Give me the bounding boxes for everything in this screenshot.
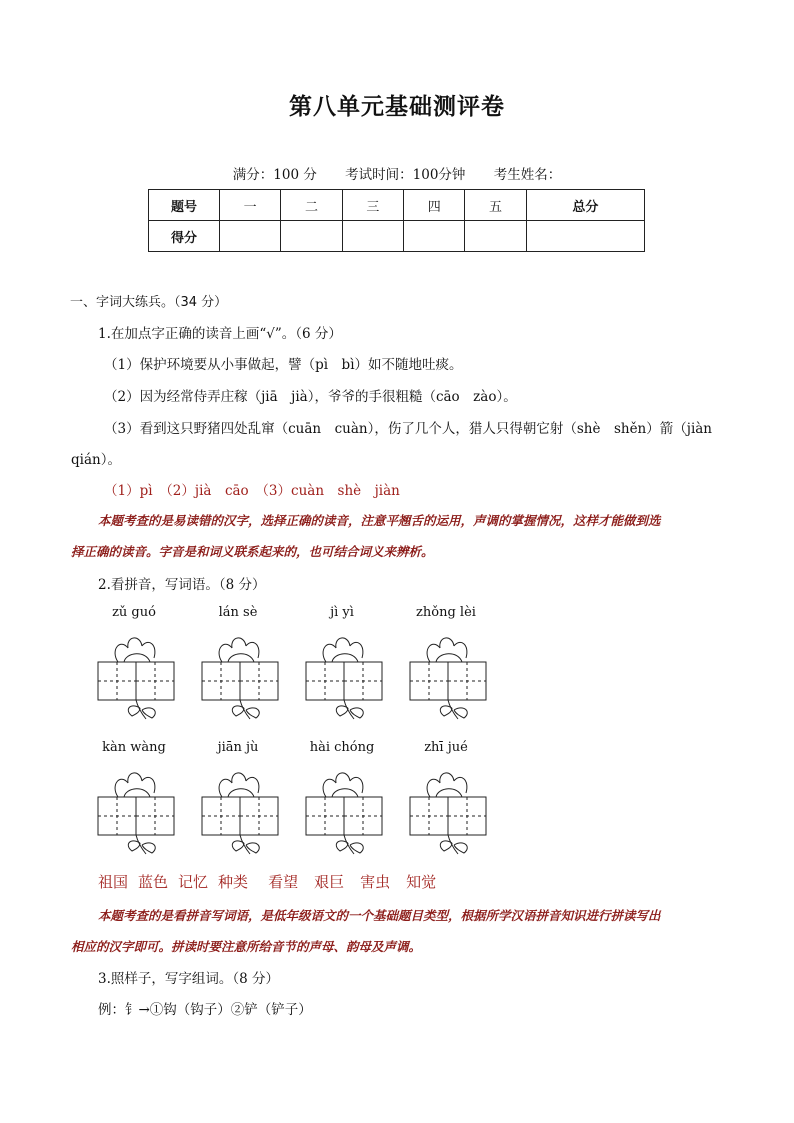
question-number-label: 题号 <box>149 190 220 221</box>
section-heading: 一、字词大练兵。（34 分） <box>70 295 228 310</box>
writing-box-flower[interactable] <box>304 630 384 720</box>
writing-box-flower[interactable] <box>200 765 280 855</box>
score-table-header-row <box>149 190 645 221</box>
pinyin-label: hài chóng <box>309 740 375 755</box>
answer-word: 蓝色 <box>138 873 169 891</box>
column-2: 二 <box>281 190 342 221</box>
answer-word: 害虫 <box>360 873 391 891</box>
question-2-prompt: 2.看拼音，写词语。（8 分） <box>98 577 266 593</box>
question-1-item-3-continued: qián）。 <box>71 452 121 468</box>
question-3-prompt: 3.照样子，写字组词。（8 分） <box>98 971 280 987</box>
writing-box-flower[interactable] <box>408 765 488 855</box>
exam-meta <box>0 163 794 183</box>
pinyin-label: lán sè <box>218 605 258 620</box>
writing-box-flower[interactable] <box>96 630 176 720</box>
score-cell[interactable] <box>404 221 465 252</box>
score-table-score-row <box>149 221 645 252</box>
question-2-answers <box>98 871 446 892</box>
column-1: 一 <box>220 190 281 221</box>
question-2-analysis-line-1: 本题考查的是看拼音写词语，是低年级语文的一个基础题目类型，根据所学汉语拼音知识进行拼读写出 <box>98 908 661 923</box>
question-1-analysis-line-2: 择正确的读音。字音是和词义联系起来的，也可结合词义来辨析。 <box>71 544 434 559</box>
score-cell[interactable] <box>281 221 342 252</box>
question-3-example: 例：钅→①钩（钩子）②铲（铲子） <box>98 1002 312 1018</box>
page-title: 第八单元基础测评卷 <box>289 94 505 120</box>
writing-box-flower[interactable] <box>200 630 280 720</box>
score-cell[interactable] <box>342 221 403 252</box>
writing-box-flower[interactable] <box>304 765 384 855</box>
answer-word: 祖国 <box>98 873 129 891</box>
column-4: 四 <box>404 190 465 221</box>
answer-word: 种类 <box>218 873 249 891</box>
score-label: 得分 <box>149 221 220 252</box>
question-1-item-3: （3）看到这只野猪四处乱窜（cuān cuàn），伤了几个人，猎人只得朝它射（shè shěn）箭（jiàn <box>104 421 712 437</box>
answer-word: 艰巨 <box>314 873 345 891</box>
answer-word: 看望 <box>268 873 299 891</box>
score-table <box>148 189 645 252</box>
writing-box-flower[interactable] <box>408 630 488 720</box>
question-1-item-2: （2）因为经常侍弄庄稼（jiā jià），爷爷的手很粗糙（cāo zào）。 <box>104 389 517 405</box>
pinyin-label: jiān jù <box>217 740 259 755</box>
score-cell[interactable] <box>526 221 644 252</box>
question-2-analysis-line-2: 相应的汉字即可。拼读时要注意所给音节的声母、韵母及声调。 <box>71 939 422 954</box>
question-1-prompt: 1.在加点字正确的读音上画“√”。（6 分） <box>98 326 342 342</box>
answer-word: 知觉 <box>406 873 437 891</box>
writing-box-flower[interactable] <box>96 765 176 855</box>
pinyin-label: jì yì <box>330 605 354 620</box>
score-cell[interactable] <box>220 221 281 252</box>
column-total: 总分 <box>526 190 644 221</box>
full-score: 满分：100 分 <box>232 167 317 183</box>
question-1-item-1: （1）保护环境要从小事做起，譬（pì bì）如不随地吐痰。 <box>104 357 463 373</box>
column-3: 三 <box>342 190 403 221</box>
answer-word: 记忆 <box>178 873 209 891</box>
score-cell[interactable] <box>465 221 526 252</box>
pinyin-label: zhī jué <box>424 740 468 755</box>
pinyin-label: kàn wàng <box>102 740 166 755</box>
column-5: 五 <box>465 190 526 221</box>
pinyin-label: zhǒng lèi <box>416 605 476 620</box>
question-1-answer: （1）pì （2）jià cāo （3）cuàn shè jiàn <box>104 483 400 499</box>
exam-time: 考试时间：100分钟 <box>345 167 466 183</box>
pinyin-label: zǔ guó <box>112 605 156 620</box>
question-1-analysis-line-1: 本题考查的是易读错的汉字，选择正确的读音，注意平翘舌的运用，声调的掌握情况，这样才能做到选 <box>98 513 661 528</box>
student-name-label: 考生姓名： <box>493 167 562 183</box>
